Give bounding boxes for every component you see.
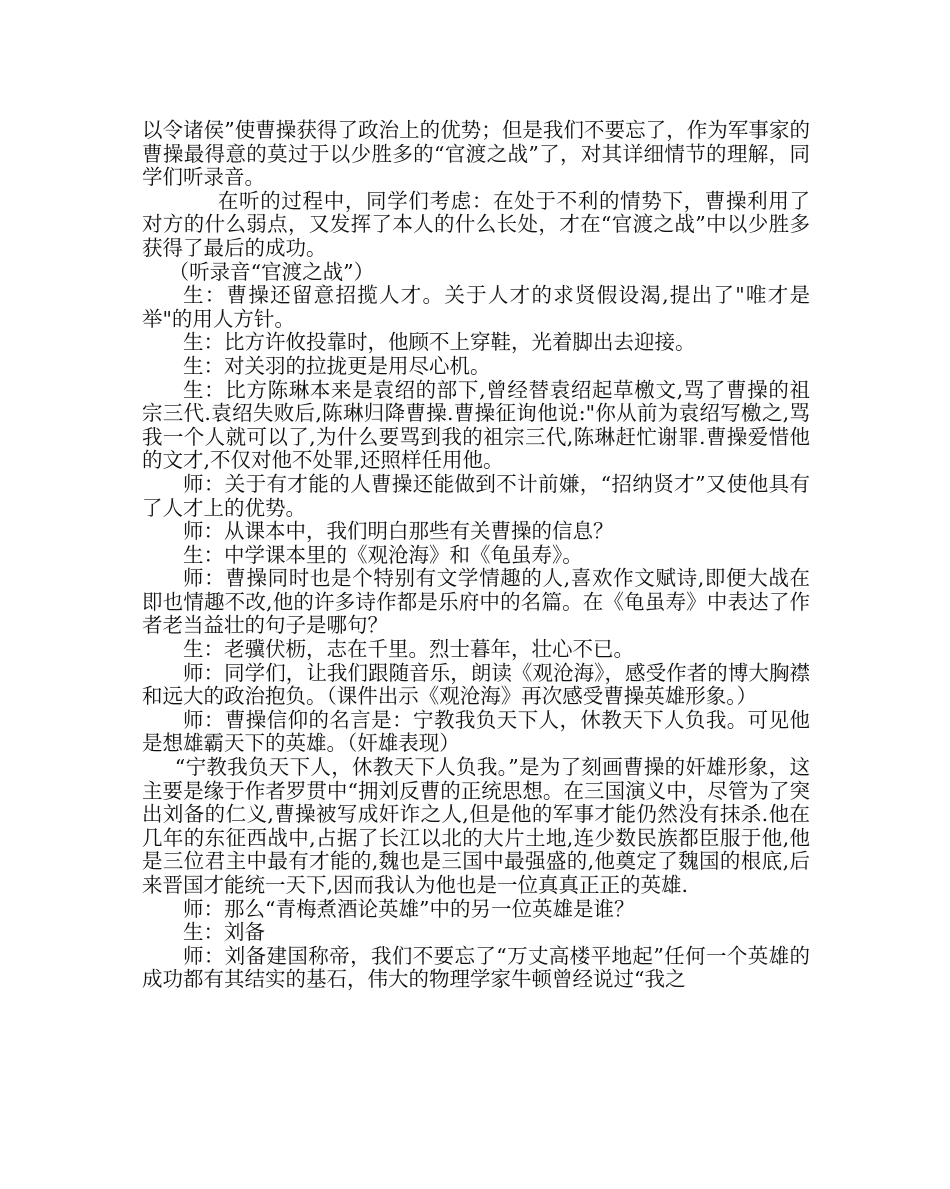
paragraph: 生：比方许攸投靠时，他顾不上穿鞋，光着脚出去迎接。 [183,330,696,355]
paragraph: （听录音“官渡之战”） [168,259,375,284]
paragraph: 师：那么“青梅煮酒论英雄”中的另一位英雄是谁？ [183,896,635,921]
paragraph: 生：对关羽的拉拢更是用尽心机。 [183,353,491,378]
paragraph: 师：刘备建国称帝，我们不要忘了“万丈高楼平地起”任何一个英雄的成功都有其结实的基石，伟大的物理学家牛顿曾经说过“我之 [142,943,810,992]
paragraph: “宁教我负天下人，休教天下人负我。”是为了刻画曹操的奸雄形象，这主要是缘于作者罗贯中“拥刘反曹的正统思想。在三国演义中，尽管为了突出刘备的仁义,曹操被写成奸诈之人,但是他的军事才能仍然没有抹杀.他在几年的东征西战中,占据了长江以北的大片土地,连少数民族都臣服于他,他是三位君主中最有才能的,魏也是三国中最强盛的,他奠定了魏国的根底,后来晋国才能统一天下,因而我认为他也是一位真真正正的英雄. [142,755,810,897]
paragraph: 师：同学们，让我们跟随音乐，朗读《观沧海》，感受作者的博大胸襟和远大的政治抱负。（课件出示《观沧海》再次感受曹操英雄形象。） [142,660,810,709]
paragraph: 在听的过程中，同学们考虑：在处于不利的情势下，曹操利用了对方的什么弱点，又发挥了本人的什么长处，才在“官渡之战”中以少胜多获得了最后的成功。 [142,188,810,260]
paragraph: 生：老骥伏枥，志在千里。烈士暮年，壮心不已。 [183,637,634,662]
paragraph: 师：曹操同时也是个特别有文学情趣的人,喜欢作文赋诗,即便大战在即也情趣不改,他的许多诗作都是乐府中的名篇。在《龟虽寿》中表达了作者老当益壮的句子是哪句？ [142,566,810,638]
document-body [142,119,810,992]
paragraph: 师：从课本中，我们明白那些有关曹操的信息？ [183,519,614,544]
paragraph: 生：曹操还留意招揽人才。关于人才的求贤假设渴,提出了"唯才是举"的用人方针。 [142,283,810,331]
paragraph: 师：关于有才能的人曹操还能做到不计前嫌，“招纳贤才”又使他具有了人才上的优势。 [142,471,810,520]
paragraph: 以令诸侯”使曹操获得了政治上的优势；但是我们不要忘了，作为军事家的曹操最得意的莫过于以少胜多的“官渡之战”了，对其详细情节的理解，同学们听录音。 [142,118,810,190]
paragraph: 生：中学课本里的《观沧海》和《龟虽寿》。 [183,542,583,567]
paragraph: 生：刘备 [183,920,265,945]
paragraph: 师：曹操信仰的名言是：宁教我负天下人，休教天下人负我。可见他是想雄霸天下的英雄。（奸雄表现） [142,707,810,756]
paragraph: 生：比方陈琳本来是袁绍的部下,曾经替袁绍起草檄文,骂了曹操的祖宗三代.袁绍失败后,陈琳归降曹操.曹操征询他说:"你从前为袁绍写檄之,骂我一个人就可以了,为什么要骂到我的祖宗三代,陈琳赶忙谢罪.曹操爱惜他的文才,不仅对他不处罪,还照样任用他。 [142,377,810,473]
